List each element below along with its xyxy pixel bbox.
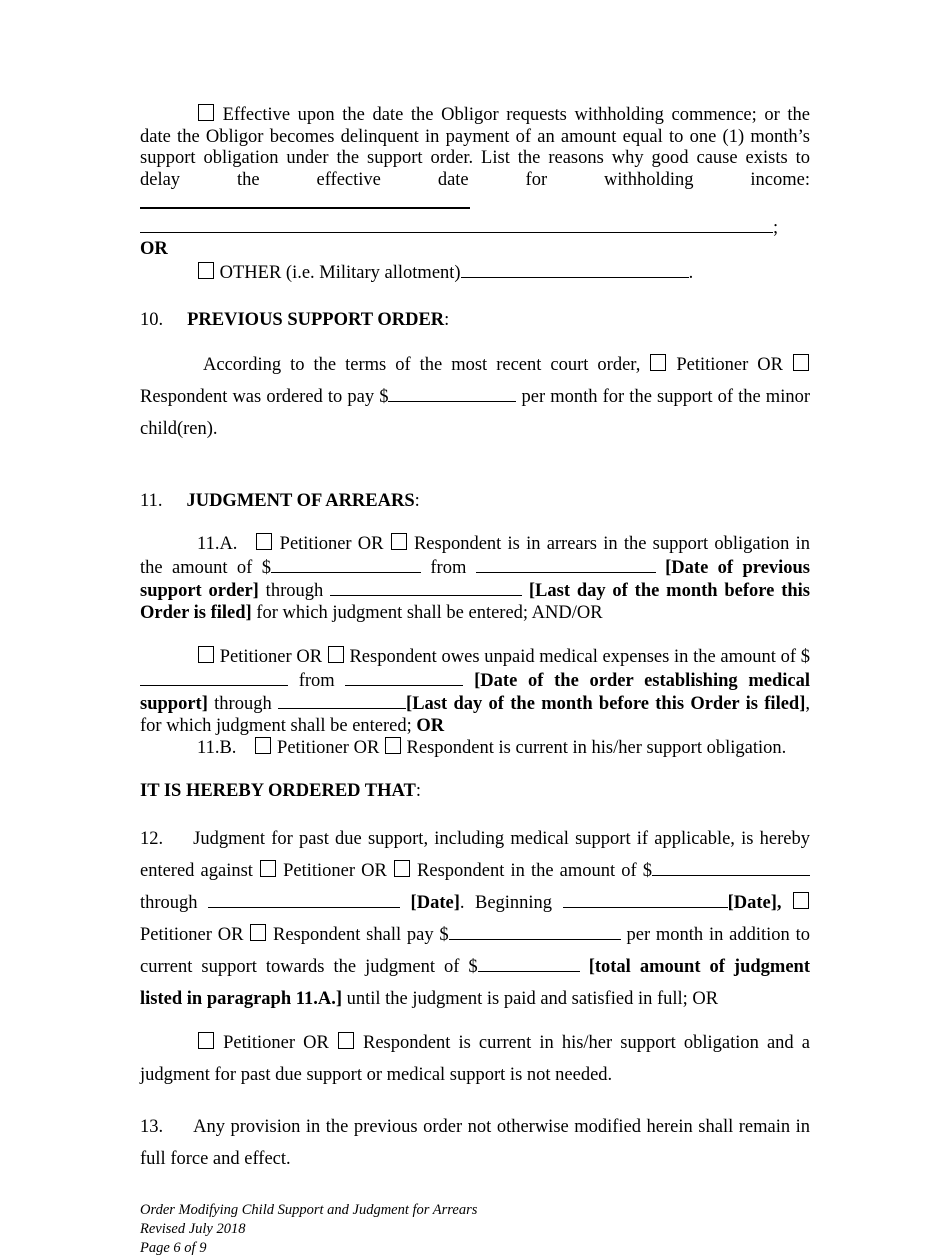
text-run: Respondent is current in his/her support obligation and a judgment for past due support or medical support is not needed. [140, 1033, 810, 1085]
para-medical [140, 646, 810, 737]
text-run: , for which judgment shall be entered; [140, 694, 810, 736]
text-run: OR [140, 239, 168, 259]
petitioner-checkbox[interactable] [793, 892, 809, 909]
para-12 [140, 823, 810, 1015]
medical-from-date-blank[interactable] [345, 669, 463, 686]
text-run: [Date], [727, 893, 782, 913]
text-run: through [207, 694, 279, 714]
para-current-obligation [140, 1027, 810, 1091]
para-13 [140, 1111, 810, 1175]
text-run: [Date of the order establishing medical support] [140, 670, 811, 714]
text-run [580, 957, 589, 977]
respondent-checkbox[interactable] [385, 737, 401, 754]
line-other [140, 261, 810, 285]
withholding-reasons-blank-2[interactable] [140, 216, 773, 233]
section-number: 11. [140, 490, 163, 511]
footer-line: Revised July 2018 [140, 1221, 246, 1237]
beginning-date-blank[interactable] [563, 891, 728, 908]
text-run: [Last day of the month before this Order is filed] [140, 581, 810, 623]
text-run [782, 893, 793, 913]
text-run: ; [773, 217, 779, 238]
petitioner-checkbox[interactable] [255, 737, 271, 754]
support-amount-blank[interactable] [388, 385, 516, 402]
line-or [140, 216, 810, 261]
text-run: : [414, 490, 420, 511]
text-run: Petitioner OR [215, 1033, 337, 1053]
petitioner-checkbox[interactable] [260, 860, 276, 877]
monthly-payment-blank[interactable] [449, 923, 621, 940]
effective-date-checkbox[interactable] [198, 104, 214, 121]
text-run: for which judgment shall be entered; AND/OR [251, 602, 603, 623]
other-checkbox[interactable] [198, 262, 214, 279]
text-run: OTHER (i.e. Military allotment) [215, 262, 461, 283]
text-run: Effective upon the date the Obligor requests withholding commence; or the date the Obligor becomes delinquent in payment of an amount equal to one (1) month’s support obligation under the support order. List the reasons why good cause exists to delay the effective date for withholding income: [140, 105, 810, 190]
respondent-checkbox[interactable] [328, 646, 344, 663]
petitioner-checkbox[interactable] [198, 646, 214, 663]
petitioner-checkbox[interactable] [650, 354, 666, 371]
judgment-amount-blank[interactable] [652, 859, 810, 876]
text-run: through [258, 581, 331, 601]
military-allotment-blank[interactable] [461, 261, 689, 278]
text-run: [Date of previous support order] [140, 557, 810, 601]
text-run: OR [416, 715, 445, 736]
subsection-number: 11.B. [197, 738, 237, 758]
para-previous-support-body [140, 349, 810, 445]
tab-spacer [162, 505, 186, 506]
text-run: per month in addition to current support towards the judgment of $ [140, 925, 810, 977]
total-judgment-blank[interactable] [478, 955, 580, 972]
respondent-checkbox[interactable] [338, 1032, 354, 1049]
text-run: [total amount of judgment listed in paragraph 11.A.] [140, 957, 810, 1009]
judgment-through-date-blank[interactable] [208, 891, 400, 908]
text-run: : [444, 310, 450, 330]
withholding-reasons-blank[interactable] [140, 191, 470, 209]
text-run: until the judgment is paid and satisfied in full; OR [341, 989, 719, 1009]
arrears-amount-blank[interactable] [271, 556, 421, 573]
text-run: Petitioner OR [272, 738, 384, 758]
section-number: 12. [140, 829, 164, 849]
petitioner-checkbox[interactable] [256, 533, 272, 550]
text-run [400, 893, 411, 913]
footer-block [140, 1201, 810, 1258]
text-run [656, 558, 665, 578]
text-run: through [140, 893, 209, 913]
heading-previous-support-order [140, 310, 810, 332]
arrears-from-date-blank[interactable] [476, 556, 656, 573]
section-number: 13. [140, 1117, 164, 1137]
footer-line: Page 6 of 9 [140, 1240, 207, 1256]
text-run: Respondent shall pay $ [267, 925, 449, 945]
text-run: . [688, 262, 694, 283]
text-run [463, 671, 474, 691]
respondent-checkbox[interactable] [793, 354, 809, 371]
text-run: per month for the support of the minor child(ren). [140, 386, 810, 439]
subsection-number: 11.A. [197, 534, 238, 554]
text-run: from [420, 557, 476, 578]
text-run: [Last day of the month before this Order is filed] [406, 694, 806, 714]
text-run: [Date] [410, 893, 460, 913]
text-run: Petitioner OR [215, 647, 327, 667]
text-run: Petitioner OR [273, 534, 390, 554]
petitioner-checkbox[interactable] [198, 1032, 214, 1049]
footer-line: Order Modifying Child Support and Judgment for Arrears [140, 1202, 478, 1218]
text-run: Respondent is in arrears in the support obligation in the amount of $ [140, 534, 810, 578]
tab-spacer [163, 843, 193, 844]
text-run: Any provision in the previous order not otherwise modified herein shall remain in full force and effect. [140, 1117, 810, 1169]
text-run: from [288, 670, 346, 691]
tab-spacer [163, 324, 187, 325]
text-run: Petitioner OR [140, 925, 250, 945]
text-run: Judgment for past due support, including medical support if applicable, is hereby entered against [140, 829, 810, 881]
section-title: PREVIOUS SUPPORT ORDER [187, 310, 445, 330]
respondent-checkbox[interactable] [391, 533, 407, 550]
tab-spacer [163, 1131, 193, 1132]
respondent-checkbox[interactable] [250, 924, 266, 941]
medical-amount-blank[interactable] [140, 669, 288, 686]
text-run [522, 581, 529, 601]
section-title: JUDGMENT OF ARREARS [186, 490, 415, 511]
heading-ordered [140, 781, 810, 803]
text-run: Respondent in the amount of $ [410, 861, 653, 881]
text-run: . Beginning [459, 893, 563, 913]
text-run: Respondent was ordered to pay $ [140, 386, 389, 407]
text-run: According to the terms of the most recent court order, [203, 354, 650, 375]
text-run: Petitioner OR [277, 861, 393, 881]
medical-through-date-blank[interactable] [278, 692, 406, 709]
section-number: 10. [140, 310, 164, 330]
text-run: Petitioner OR [667, 354, 792, 375]
text-run: : [415, 780, 422, 801]
line-11b [140, 737, 810, 760]
tab-spacer [237, 548, 255, 549]
para-withholding-effective [140, 104, 810, 216]
heading-judgment-of-arrears [140, 491, 810, 513]
text-run: Respondent is current in his/her support obligation. [401, 738, 787, 758]
text-run: Respondent owes unpaid medical expenses in the amount of $ [344, 647, 810, 667]
respondent-checkbox[interactable] [394, 860, 410, 877]
tab-spacer [236, 752, 254, 753]
section-title: IT IS HEREBY ORDERED THAT [140, 780, 416, 801]
para-11a [140, 533, 810, 624]
arrears-through-date-blank[interactable] [330, 579, 522, 596]
